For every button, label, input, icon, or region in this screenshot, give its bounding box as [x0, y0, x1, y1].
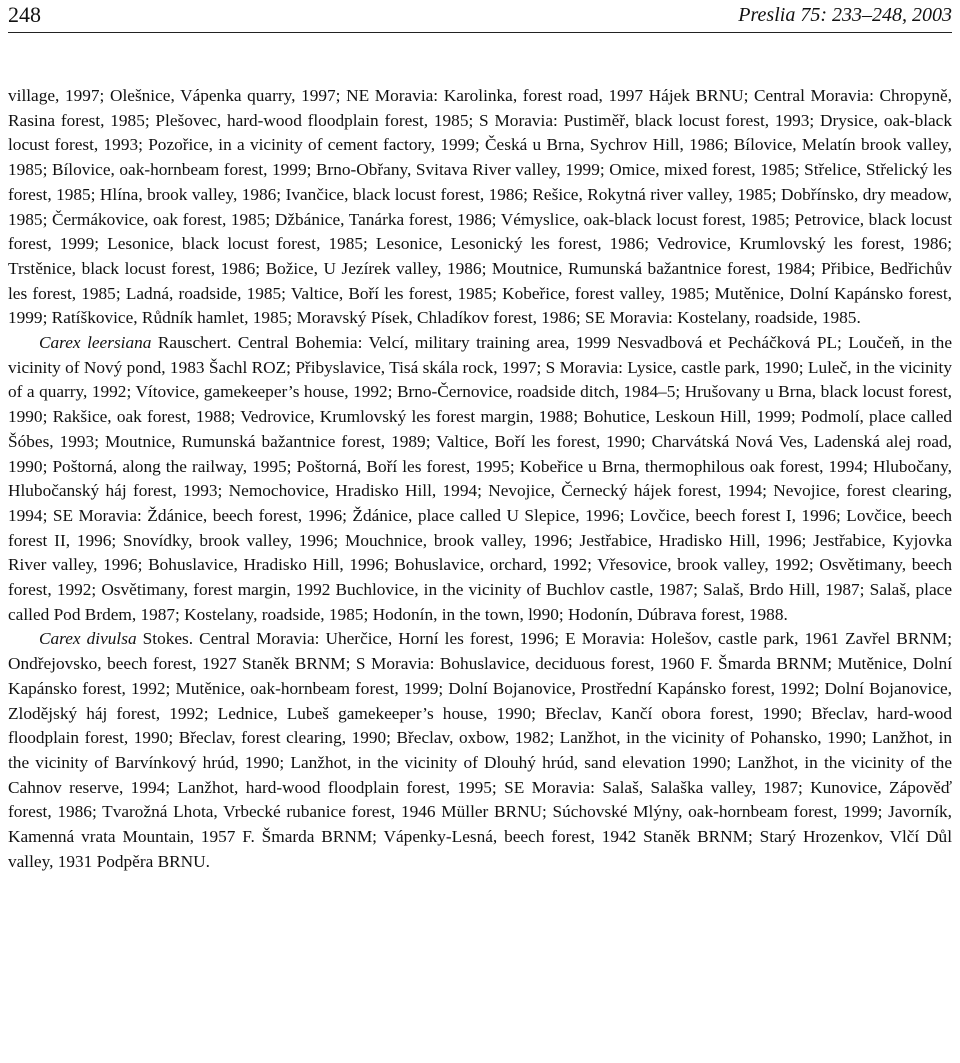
species-author: Stokes.: [142, 629, 194, 649]
paragraph-text: village, 1997; Olešnice, Vápenka quarry, 1997; NE Moravia: Karolinka, forest road, 1997 Hájek BRNU; Central Moravia: Chropyně, Rasina forest, 1985; Plešovec, hard-wood floodplain forest, 1985; S Moravia: Pustiměř, black locust forest, 1993; Drysice, oak-black locust forest, 1993; Pozořice, in a vicinity of cement factory, 1999; Česká u Brna, Sychrov Hill, 1986; Bílovice, Melatín brook valley, 1985; Bílovice, oak-hornbeam forest, 1999; Brno-Obřany, Svitava River valley, 1999; Omice, mixed forest, 1985; Střelice, Střelický les forest, 1985; Hlína, brook valley, 1986; Ivančice, black locust forest, 1986; Rešice, Rokytná river valley, 1985; Dobřínsko, dry meadow, 1985; Čermákovice, oak forest, 1985; Džbánice, Tanárka forest, 1986; Vémyslice, oak-black locust forest, 1985; Petrovice, black locust forest, 1999; Lesonice, black locust forest, 1985; Lesonice, Lesonický les forest, 1986; Vedrovice, Krumlovský les forest, 1986; Trstěnice, black locust forest, 1986; Božice, U Jezírek valley, 1986; Moutnice, Rumunská bažantnice forest, 1984; Přibice, Bedřichův les forest, 1985; Ladná, roadside, 1985; Valtice, Boří les forest, 1985; Kobeřice, forest valley, 1985; Mutěnice, Dolní Kapánsko forest, 1999; Ratíškovice, Růdník hamlet, 1985; Moravský Písek, Chladíkov forest, 1986; SE Moravia: Kostelany, roadside, 1985.: [8, 86, 952, 328]
species-author: Rauschert.: [157, 333, 232, 353]
paragraph-carex-leersiana: [8, 331, 952, 627]
page-header: [8, 0, 952, 33]
paragraph-continued: [8, 84, 952, 331]
running-head: Preslia 75: 233–248, 2003: [738, 4, 952, 26]
page-number: 248: [8, 2, 41, 27]
species-name: Carex divulsa: [39, 629, 137, 649]
paragraph-carex-divulsa: [8, 627, 952, 874]
species-name: Carex leersiana: [39, 333, 152, 353]
article-body: [8, 84, 952, 875]
paragraph-text: Central Moravia: Uherčice, Horní les forest, 1996; E Moravia: Holešov, castle park, 1961 Zavřel BRNM; Ondřejovsko, beech forest, 1927 Staněk BRNM; S Moravia: Bohuslavice, deciduous forest, 1960 F. Šmarda BRNM; Mutěnice, Dolní Kapánsko forest, 1992; Mutěnice, oak-hornbeam forest, 1999; Dolní Bojanovice, Prostřední Kapánsko forest, 1992; Dolní Bojanovice, Zlodějský háj forest, 1992; Lednice, Lubeš gamekeeper’s house, 1990; Břeclav, Kančí obora forest, 1990; Břeclav, hard-wood floodplain forest, 1990; Břeclav, forest clearing, 1990; Břeclav, oxbow, 1982; Lanžhot, in the vicinity of Pohansko, 1990; Lanžhot, in the vicinity of Barvínkový hrúd, 1990; Lanžhot, in the vicinity of Dlouhý hrúd, sand elevation 1990; Lanžhot, in the vicinity of the Cahnov reserve, 1994; Lanžhot, hard-wood floodplain forest, 1995; SE Moravia: Salaš, Salaška valley, 1987; Kunovice, Zápověď forest, 1986; Tvarožná Lhota, Vrbecké rubanice forest, 1946 Müller BRNU; Súchovské Mlýny, oak-hornbeam forest, 1999; Javorník, Kamenná vrata Mountain, 1957 F. Šmarda BRNM; Vápenky-Lesná, beech forest, 1942 Staněk BRNM; Starý Hrozenkov, Vlčí Důl valley, 1931 Podpěra BRNU.: [8, 629, 952, 871]
paragraph-text: Central Bohemia: Velcí, military training area, 1999 Nesvadbová et Pecháčková PL; Loučeň, in the vicinity of Nový pond, 1983 Šachl ROZ; Přibyslavice, Tisá skála rock, 1997; S Moravia: Lysice, castle park, 1990; Luleč, in the vicinity of a quarry, 1992; Vítovice, gamekeeper’s house, 1992; Brno-Černovice, roadside ditch, 1984–5; Hrušovany u Brna, black locust forest, 1990; Rakšice, oak forest, 1988; Vedrovice, Krumlovský les forest margin, 1988; Bohutice, Leskoun Hill, 1999; Podmolí, place called Šóbes, 1993; Moutnice, Rumunská bažantnice forest, 1989; Valtice, Boří les forest, 1990; Charvátská Nová Ves, Ladenská alej road, 1990; Poštorná, along the railway, 1995; Poštorná, Boří les forest, 1995; Kobeřice u Brna, thermophilous oak forest, 1994; Hlubočany, Hlubočanský háj forest, 1993; Nemochovice, Hradisko Hill, 1994; Nevojice, Černecký hájek forest, 1994; Nevojice, forest clearing, 1994; SE Moravia: Ždánice, beech forest, 1996; Ždánice, place called U Slepice, 1996; Lovčice, beech forest I, 1996; Lovčice, beech forest II, 1996; Snovídky, brook valley, 1996; Mouchnice, brook valley, 1996; Jestřabice, Hradisko Hill, 1996; Jestřabice, Kyjovka River valley, 1996; Bohuslavice, Hradisko Hill, 1996; Bohuslavice, orchard, 1992; Vřesovice, brook valley, 1992; Osvětimany, beech forest, 1992; Osvětimany, forest margin, 1992 Buchlovice, in the vicinity of Buchlov castle, 1987; Salaš, Brdo Hill, 1987; Salaš, place called Pod Brdem, 1987; Kostelany, roadside, 1985; Hodonín, in the town, l990; Hodonín, Dúbrava forest, 1988.: [8, 333, 952, 624]
